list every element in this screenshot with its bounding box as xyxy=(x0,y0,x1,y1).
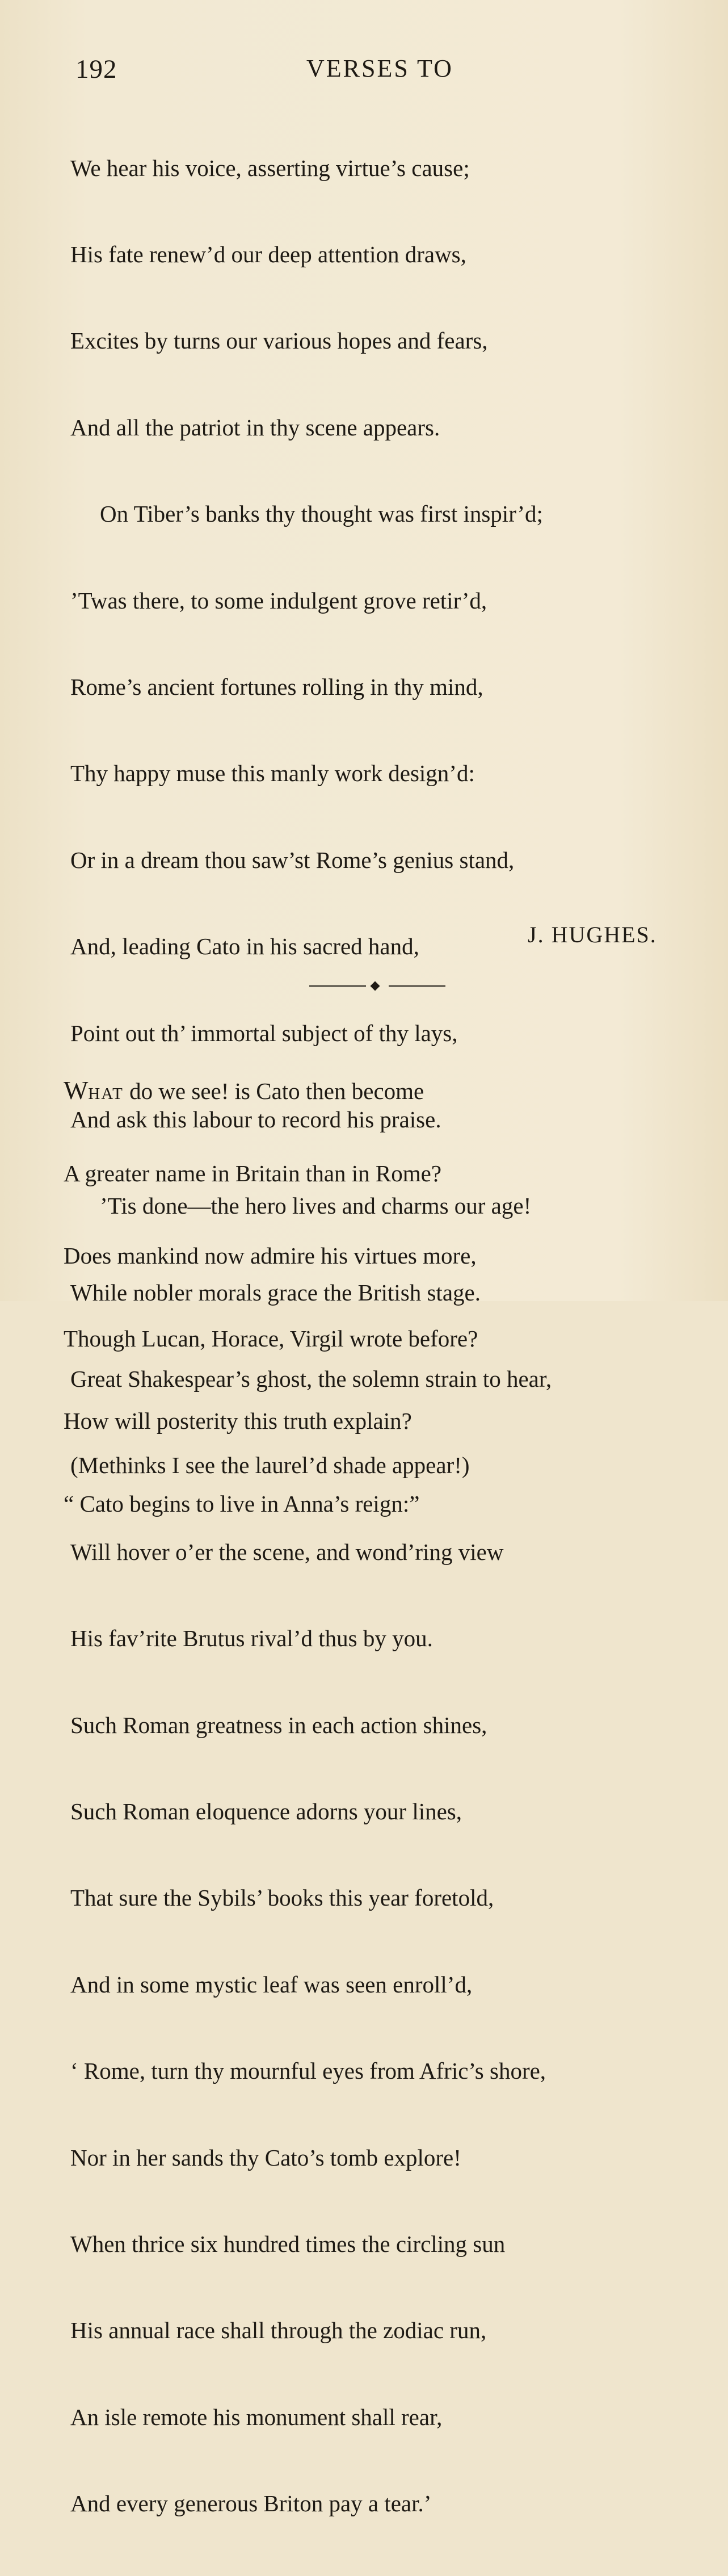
first-line-text: do we see! is Cato then become xyxy=(123,1078,424,1104)
running-title: VERSES TO xyxy=(306,54,453,82)
poem-line: While nobler morals grace the British stage. xyxy=(70,1279,481,1306)
poem-cato xyxy=(64,1022,705,1572)
poem-line: That sure the Sybils’ books this year foretold, xyxy=(70,1885,494,1911)
poem-line: Great Shakespear’s ghost, the solemn strain to hear, xyxy=(70,1366,552,1392)
poem-line: Will hover o’er the scene, and wond’ring view xyxy=(70,1538,504,1565)
initial-letter: W xyxy=(64,1076,89,1105)
poem-line: ’Twas there, to some indulgent grove retir’d, xyxy=(70,587,487,614)
poem-line: His annual race shall through the zodiac run, xyxy=(70,2317,487,2344)
section-divider xyxy=(309,982,445,990)
poem-line: ’Tis done—the hero lives and charms our age! xyxy=(100,1193,532,1219)
poem-line: Rome’s ancient fortunes rolling in thy mind, xyxy=(70,673,483,700)
first-word-small-caps: hat xyxy=(88,1078,124,1104)
poem-line: And, leading Cato in his sacred hand, xyxy=(70,933,419,960)
divider-ornament-icon xyxy=(371,981,380,991)
poem-line: His fav’rite Brutus rival’d thus by you. xyxy=(70,1625,433,1652)
poem-line-first xyxy=(64,1077,705,1105)
poem-line: Does mankind now admire his virtues more, xyxy=(64,1243,477,1269)
poem-line: And all the patriot in thy scene appears. xyxy=(70,414,440,440)
poem-line: On Tiber’s banks thy thought was first inspir’d; xyxy=(100,501,543,527)
poem-line: How will posterity this truth explain? xyxy=(64,1408,412,1434)
divider-rule-right xyxy=(389,985,445,987)
poem-line: Thy happy muse this manly work design’d: xyxy=(70,760,475,787)
poem-line: Such Roman greatness in each action shines, xyxy=(70,1711,487,1738)
poem-line: His fate renew’d our deep attention draws, xyxy=(70,241,466,267)
poem-line: When thrice six hundred times the circling sun xyxy=(70,2230,506,2257)
page-number: 192 xyxy=(75,54,117,84)
poem-line: Excites by turns our various hopes and fears, xyxy=(70,328,488,354)
page-header xyxy=(0,54,728,88)
poem-line: We hear his voice, asserting virtue’s cause; xyxy=(70,154,470,181)
author-signature: J. HUGHES. xyxy=(528,922,657,947)
poem-line: And in some mystic leaf was seen enroll’d, xyxy=(70,1971,473,1998)
poem-line: (Methinks I see the laurel’d shade appear!) xyxy=(70,1452,470,1479)
divider-rule-left xyxy=(309,985,366,987)
poem-line: “ Cato begins to live in Anna’s reign:” xyxy=(64,1490,420,1517)
poem-line: A greater name in Britain than in Rome? xyxy=(64,1160,442,1186)
poem-line: Though Lucan, Horace, Virgil wrote before? xyxy=(64,1325,478,1352)
poem-line: Such Roman eloquence adorns your lines, xyxy=(70,1798,462,1825)
poem-line: Point out th’ immortal subject of thy lays, xyxy=(70,1020,458,1046)
poem-line: And every generous Briton pay a tear.’ xyxy=(70,2490,432,2517)
poem-line: Nor in her sands thy Cato’s tomb explore! xyxy=(70,2144,461,2171)
poem-line: An isle remote his monument shall rear, xyxy=(70,2403,443,2430)
poem-line: ‘ Rome, turn thy mournful eyes from Afric’s shore, xyxy=(70,2058,546,2084)
poem-line: And ask this labour to record his praise. xyxy=(70,1106,441,1132)
poem-line: Or in a dream thou saw’st Rome’s genius stand, xyxy=(70,846,515,873)
